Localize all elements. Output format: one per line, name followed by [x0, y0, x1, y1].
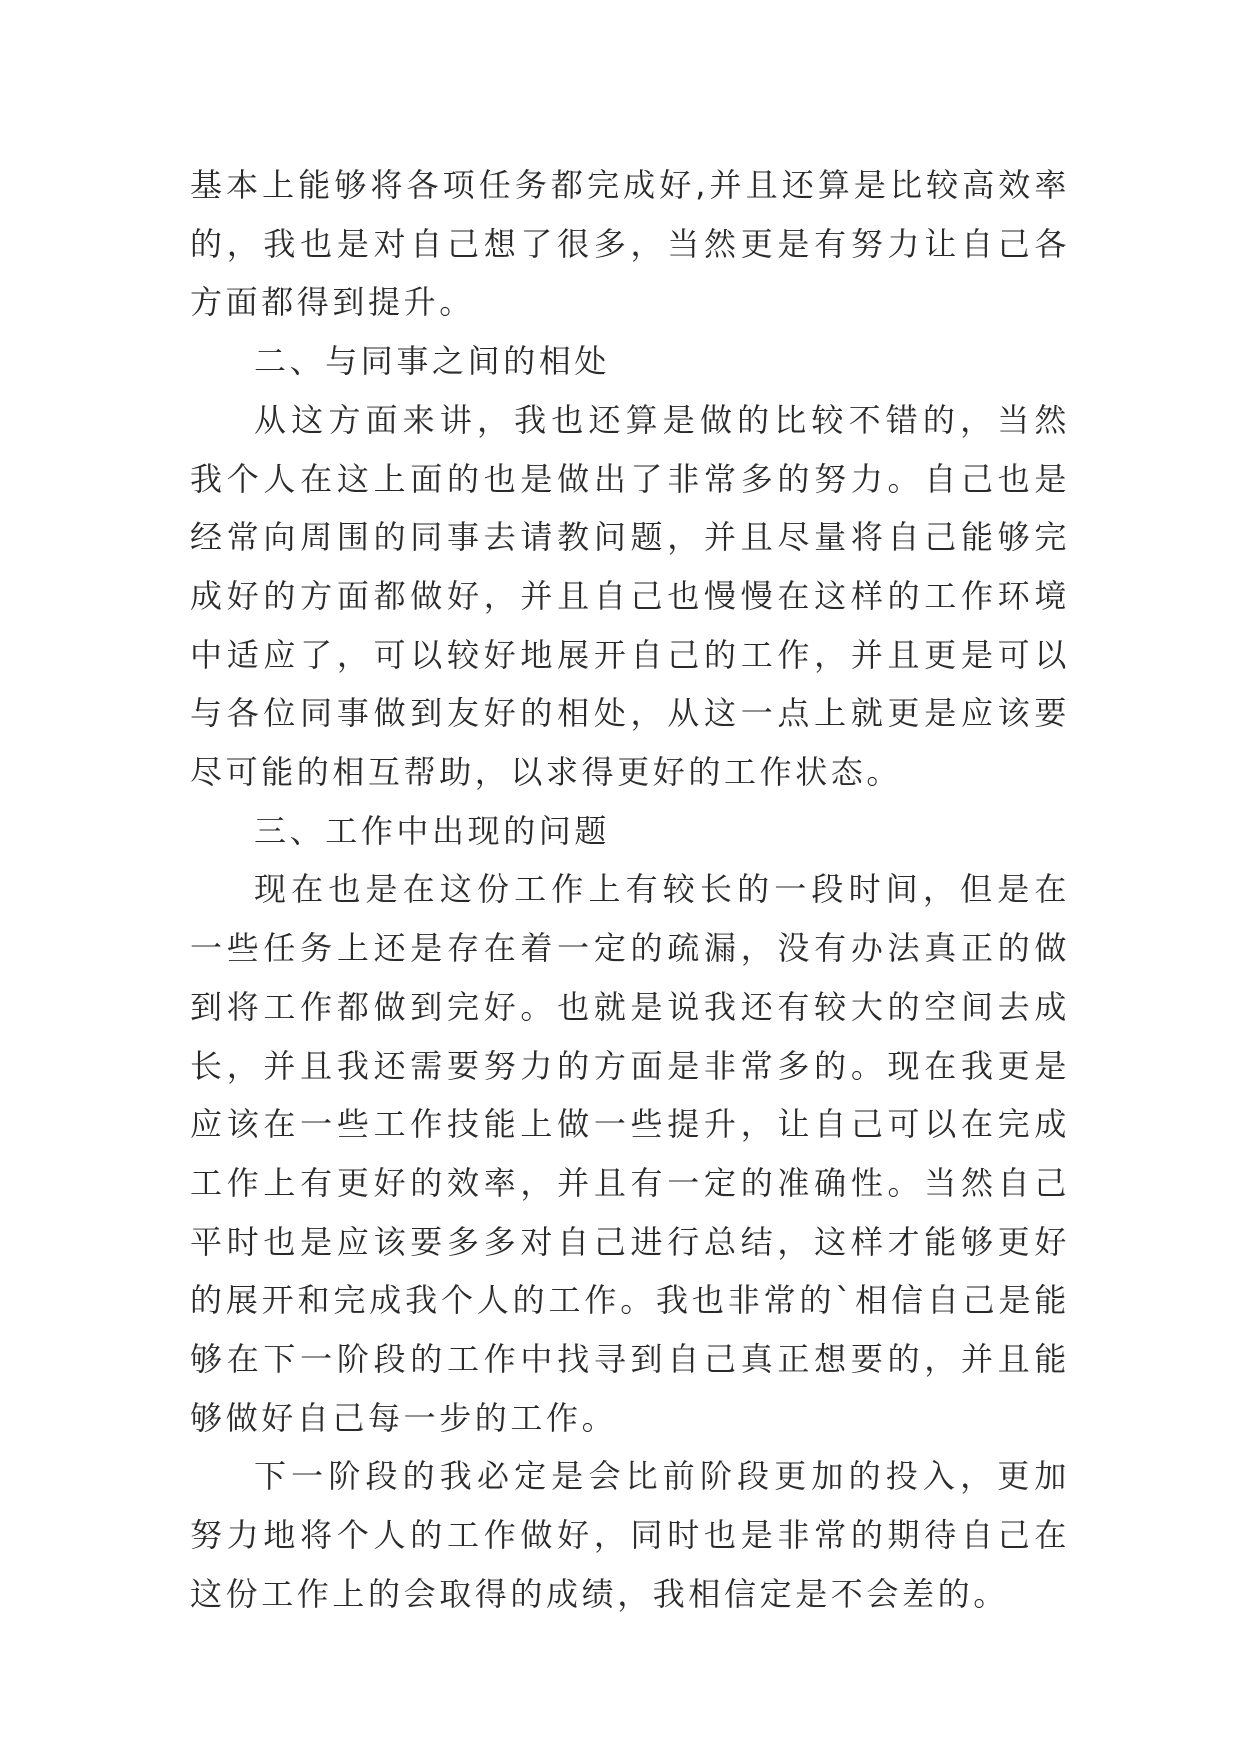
paragraph-problems: 现在也是在这份工作上有较长的一段时间，但是在一些任务上还是存在着一定的疏漏，没有办法真正的做到将工作都做到完好。也就是说我还有较大的空间去成长，并且我还需要努力的方面是非常多的。现在我更是应该在一些工作技能上做一些提升，让自己可以在完成工作上有更好的效率，并且有一定的准确性。当然自己平时也是应该要多多对自己进行总结，这样才能够更好的展开和完成我个人的工作。我也非常的`相信自己是能够在下一阶段的工作中找寻到自己真正想要的，并且能够做好自己每一步的工作。 [190, 870, 1070, 1437]
paragraph-colleagues: 从这方面来讲，我也还算是做的比较不错的，当然我个人在这上面的也是做出了非常多的努力。自己也是经常向周围的同事去请教问题，并且尽量将自己能够完成好的方面都做好，并且自己也慢慢在这样的工作环境中适应了，可以较好地展开自己的工作，并且更是可以与各位同事做到友好的相处，从这一点上就更是应该要尽可能的相互帮助，以求得更好的工作状态。 [190, 400, 1070, 792]
document-body [190, 156, 1070, 1624]
section-heading-problems: 三、工作中出现的问题 [254, 811, 611, 850]
section-heading-colleagues: 二、与同事之间的相处 [254, 342, 611, 381]
paragraph-intro: 基本上能够将各项任务都完成好,并且还算是比较高效率的，我也是对自己想了很多，当然更是有努力让自己各方面都得到提升。 [190, 166, 1070, 322]
paragraph-next-stage: 下一阶段的我必定是会比前阶段更加的投入，更加努力地将个人的工作做好，同时也是非常的期待自己在这份工作上的会取得的成绩，我相信定是不会差的。 [190, 1457, 1070, 1613]
